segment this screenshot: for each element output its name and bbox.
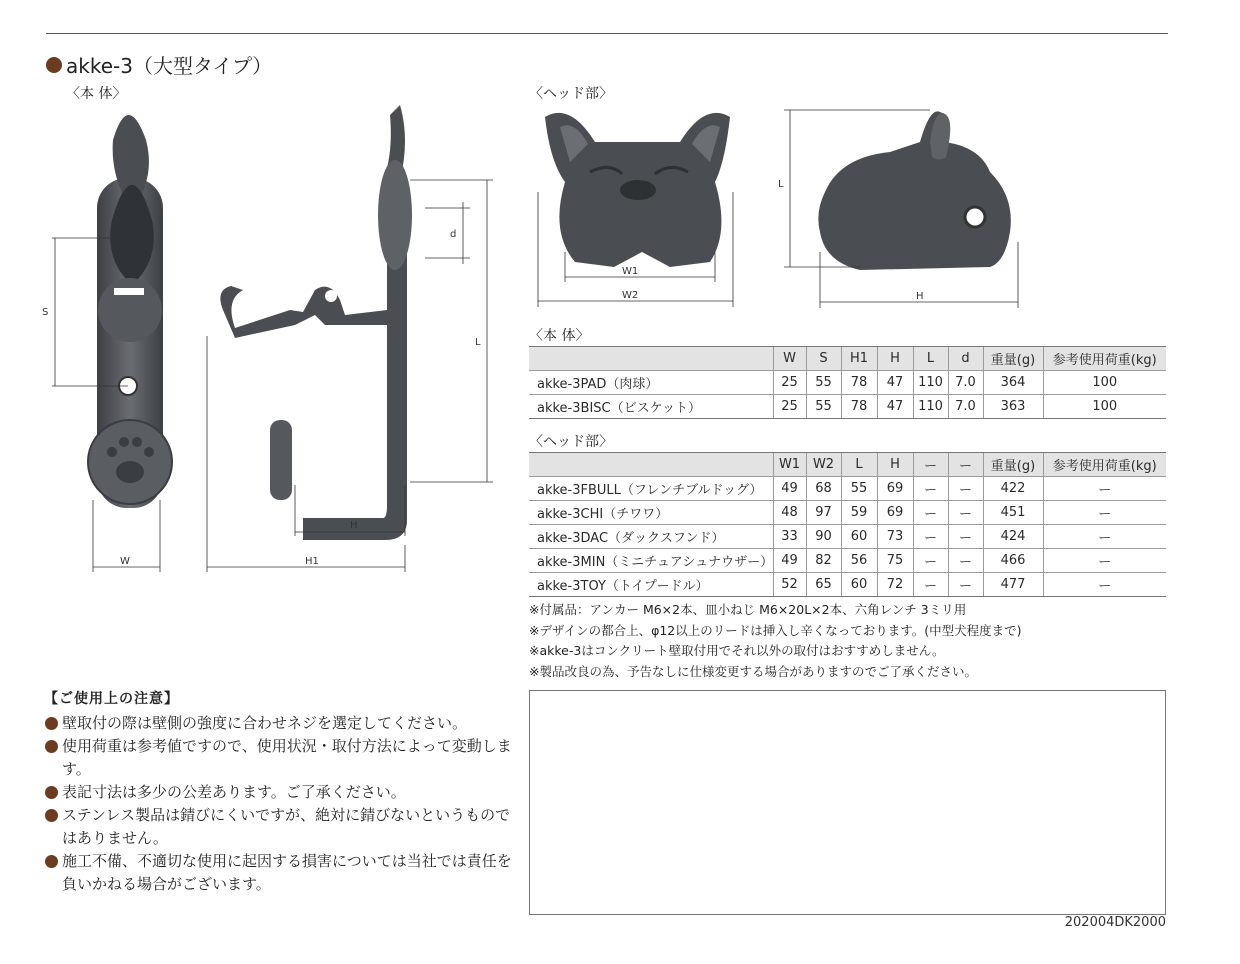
table-cell: 100	[1043, 395, 1166, 419]
table-cell: 25	[773, 395, 806, 419]
svg-text:W: W	[120, 556, 130, 567]
header-cell: S	[806, 347, 841, 371]
header-cell: d	[948, 347, 983, 371]
header-cell: L	[913, 347, 948, 371]
svg-text:L: L	[475, 337, 481, 348]
table-header-row	[529, 453, 1166, 477]
table-cell: 110	[913, 371, 948, 395]
title-bullet-icon	[46, 57, 62, 73]
svg-text:W2: W2	[622, 290, 639, 301]
document-code: 202004DK2000	[1064, 915, 1166, 930]
table-cell: 424	[983, 525, 1043, 549]
model-cell: akke-3CHI（チワワ）	[529, 501, 773, 525]
table-row	[529, 573, 1166, 597]
model-cell: akke-3TOY（トイプードル）	[529, 573, 773, 597]
header-cell: W	[773, 347, 806, 371]
model-cell: akke-3MIN（ミニチュアシュナウザー）	[529, 549, 773, 573]
table-cell: ー	[1043, 477, 1166, 501]
table-cell: ー	[948, 501, 983, 525]
table-cell: 52	[773, 573, 806, 597]
table-cell: 68	[806, 477, 841, 501]
table-cell: ー	[913, 525, 948, 549]
table-row	[529, 549, 1166, 573]
table-cell: ー	[948, 525, 983, 549]
table-cell: 49	[773, 477, 806, 501]
table-row	[529, 395, 1166, 419]
note-line: ※akke-3はコンクリート壁取付用でそれ以外の取付はおすすめしません。	[529, 643, 945, 658]
table-header-row	[529, 347, 1166, 371]
model-cell: akke-3PAD（肉球）	[529, 371, 773, 395]
table-cell: 49	[773, 549, 806, 573]
dim-l	[410, 180, 493, 482]
bracket-profile	[220, 105, 407, 540]
dim-w	[93, 500, 160, 572]
table-cell: 69	[877, 501, 913, 525]
table-cell: ー	[913, 549, 948, 573]
table-cell: 47	[877, 395, 913, 419]
table-cell: 100	[1043, 371, 1166, 395]
table-cell: 60	[841, 573, 877, 597]
table-cell: ー	[913, 501, 948, 525]
note-line: ※製品改良の為、予告なしに仕様変更する場合がありますのでご了承ください。	[529, 663, 977, 679]
table-cell: ー	[1043, 525, 1166, 549]
table-cell: 47	[877, 371, 913, 395]
table-cell: ー	[913, 477, 948, 501]
head-section-label: 〈ヘッド部〉	[529, 86, 613, 102]
table-cell: 7.0	[948, 371, 983, 395]
header-cell: H	[877, 453, 913, 477]
model-header	[529, 453, 773, 477]
table-cell: 82	[806, 549, 841, 573]
table-cell: ー	[948, 573, 983, 597]
svg-text:H: H	[350, 520, 358, 531]
table-cell: 78	[841, 371, 877, 395]
header-cell: 重量(g)	[983, 347, 1043, 371]
caution-item: 表記寸法は多少の公差あります。ご了承ください。	[44, 781, 514, 804]
table-row	[529, 477, 1166, 501]
table-cell: 55	[806, 371, 841, 395]
body-side-drawing	[195, 100, 515, 580]
mount-hole-icon	[965, 207, 985, 227]
paw-head	[98, 278, 162, 342]
table-cell: 422	[983, 477, 1043, 501]
svg-text:L: L	[778, 179, 784, 190]
table-cell: 7.0	[948, 395, 983, 419]
header-cell: 参考使用荷重(kg)	[1043, 453, 1166, 477]
hook-knob	[378, 160, 412, 270]
head-front-drawing	[530, 102, 750, 312]
table-cell: 363	[983, 395, 1043, 419]
table-cell: ー	[1043, 573, 1166, 597]
svg-text:S: S	[42, 307, 49, 318]
paw-disc-side	[270, 420, 292, 500]
table-cell: 55	[806, 395, 841, 419]
model-header	[529, 347, 773, 371]
caution-list	[44, 712, 514, 896]
table-cell: ー	[1043, 501, 1166, 525]
table-cell: 65	[806, 573, 841, 597]
model-cell: akke-3BISC（ビスケット）	[529, 395, 773, 419]
note-line: ※デザインの都合上、φ12以上のリードは挿入し辛くなっております。(中型犬程度まで)	[529, 622, 1022, 638]
table-cell: 48	[773, 501, 806, 525]
caution-title: 【ご使用上の注意】	[44, 691, 179, 707]
note-line: ※付属品：アンカー M6×2本、皿小ねじ M6×20L×2本、六角レンチ 3ミリ用	[529, 602, 967, 617]
table-cell: 90	[806, 525, 841, 549]
caution-item: 壁取付の際は壁側の強度に合わせネジを選定してください。	[44, 712, 514, 735]
table-head-caption: 〈ヘッド部〉	[529, 434, 613, 450]
notes-block	[529, 600, 1022, 682]
head-spec-table	[529, 452, 1166, 597]
table-cell: ー	[948, 549, 983, 573]
caution-item: ステンレス製品は錆びにくいですが、絶対に錆びないというものではありません。	[44, 804, 514, 850]
table-cell: 25	[773, 371, 806, 395]
model-cell: akke-3DAC（ダックスフンド）	[529, 525, 773, 549]
header-cell: 参考使用荷重(kg)	[1043, 347, 1166, 371]
table-cell: 56	[841, 549, 877, 573]
header-cell: ー	[948, 453, 983, 477]
nose-icon	[620, 180, 656, 200]
table-cell: 72	[877, 573, 913, 597]
top-rule	[46, 33, 1168, 34]
table-cell: 477	[983, 573, 1043, 597]
body-spec-table	[529, 346, 1166, 419]
table-cell: 73	[877, 525, 913, 549]
table-cell: 451	[983, 501, 1043, 525]
caution-item: 施工不備、不適切な使用に起因する損害については当社では責任を負いかねる場合がございます。	[44, 850, 514, 896]
table-cell: 59	[841, 501, 877, 525]
header-cell: W1	[773, 453, 806, 477]
table-cell: 33	[773, 525, 806, 549]
table-row	[529, 371, 1166, 395]
table-cell: 110	[913, 395, 948, 419]
table-cell: 69	[877, 477, 913, 501]
table-cell: 97	[806, 501, 841, 525]
svg-text:H1: H1	[305, 556, 319, 567]
body-section-label: 〈本 体〉	[66, 86, 127, 102]
head-side-drawing	[770, 102, 1020, 312]
svg-text:W1: W1	[622, 266, 639, 277]
table-cell: 364	[983, 371, 1043, 395]
table-cell: 55	[841, 477, 877, 501]
table-row	[529, 501, 1166, 525]
table-cell: 60	[841, 525, 877, 549]
table-cell: 466	[983, 549, 1043, 573]
table-cell: 78	[841, 395, 877, 419]
table-cell: ー	[948, 477, 983, 501]
blank-box	[529, 690, 1166, 915]
page-title	[46, 50, 272, 79]
header-cell: H1	[841, 347, 877, 371]
model-cell: akke-3FBULL（フレンチブルドッグ）	[529, 477, 773, 501]
svg-text:d: d	[450, 229, 457, 240]
table-cell: ー	[913, 573, 948, 597]
header-cell: H	[877, 347, 913, 371]
table-body-caption: 〈本 体〉	[529, 328, 590, 344]
hook-hole-icon	[325, 290, 337, 302]
table-cell: 75	[877, 549, 913, 573]
dim-d	[425, 202, 470, 264]
page-title-text: akke-3（大型タイプ）	[66, 54, 273, 78]
table-row	[529, 525, 1166, 549]
table-cell: ー	[1043, 549, 1166, 573]
caution-item: 使用荷重は参考値ですので、使用状況・取付方法によって変動します。	[44, 735, 514, 781]
highlight	[114, 288, 144, 295]
header-cell: W2	[806, 453, 841, 477]
svg-text:H: H	[916, 291, 924, 302]
header-cell: L	[841, 453, 877, 477]
header-cell: ー	[913, 453, 948, 477]
header-cell: 重量(g)	[983, 453, 1043, 477]
head-side-shape	[818, 111, 1011, 270]
